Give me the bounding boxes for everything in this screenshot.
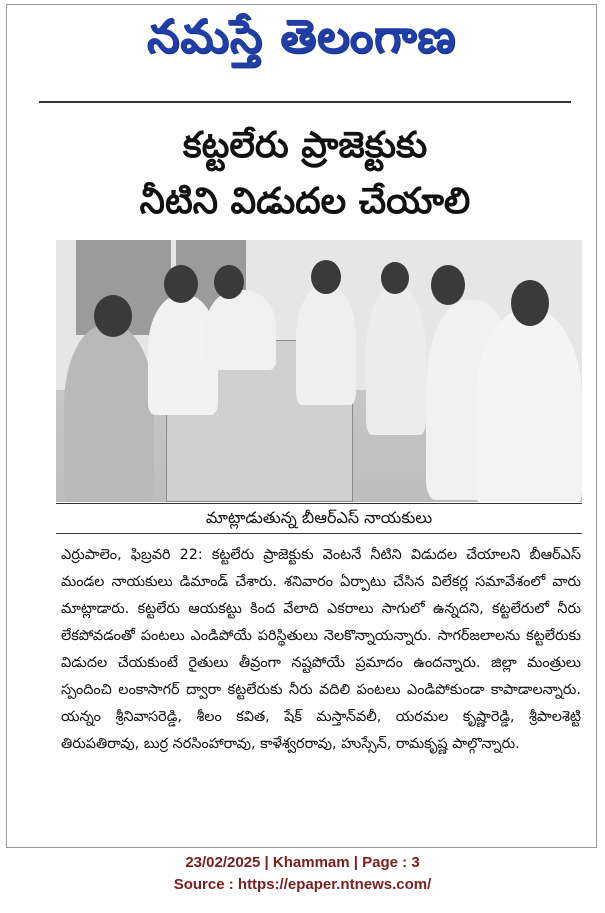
photo-person bbox=[64, 325, 154, 502]
photo-person bbox=[366, 285, 426, 435]
photo-person-head bbox=[94, 295, 132, 337]
footer-date-edition: 23/02/2025 | Khammam | Page : 3 bbox=[185, 854, 420, 871]
photo-person-head bbox=[311, 260, 341, 294]
clipping-frame bbox=[6, 4, 597, 848]
footer-source: Source : https://epaper.ntnews.com/ bbox=[173, 876, 432, 893]
headline-line-2: నీటిని విడుదల చేయాలి bbox=[139, 181, 471, 222]
photo-person-head bbox=[511, 280, 549, 326]
masthead-divider bbox=[39, 101, 571, 103]
photo-person bbox=[206, 290, 276, 370]
photo-caption: మాట్లాడుతున్న బీఆర్ఎస్ నాయకులు bbox=[205, 508, 433, 527]
photo-person-head bbox=[164, 265, 198, 303]
photo-person-head bbox=[214, 265, 244, 299]
photo-person-head bbox=[381, 262, 409, 294]
photo-person bbox=[476, 310, 582, 502]
caption-rule-top bbox=[56, 503, 582, 504]
caption-rule-bottom bbox=[56, 533, 582, 534]
photo-person-head bbox=[431, 265, 465, 305]
newspaper-masthead: నమస్తే తెలంగాణ bbox=[146, 9, 457, 63]
news-photo bbox=[56, 240, 582, 502]
photo-person bbox=[296, 285, 356, 405]
article-body: ఎర్రుపాలెం, ఫిబ్రవరి 22: కట్టలేరు ప్రాజెక్టుకు వెంటనే నీటిని విడుదల చేయాలని బీఆర్ఎస్ మండల నాయకులు డిమాండ్ చేశారు. శనివారం ఏర్పాటు చేసిన విలేకర్ల సమావేశంలో వారు మాట్లాడారు. కట్టలేరు ఆయకట్టు కింద వేలాది ఎకరాలు సాగులో ఉన్నదని, కట్టలేరులో నీరు లేకపోవడంతో పంటలు ఎండిపోయే పరిస్థితులు నెలకొన్నాయన్నారు. సాగర్‌జలాలను కట్టలేరుకు విడుదల చేయకుంటే రైతులు తీవ్రంగా నష్టపోయే ప్రమాదం ఉందన్నారు. జిల్లా మంత్రులు స్పందించి లంకాసాగర్ ద్వారా కట్టలేరుకు నీరు వదిలి పంటలు ఎండిపోకుండా కాపాడాలన్నారు. యన్నం శ్రీనివాసరెడ్డి, శీలం కవిత, షేక్ మస్తాన్‌వలీ, యరమల కృష్ణారెడ్డి, శ్రీపాలశెట్టి తిరుపతిరావు, బుర్ర నరసింహారావు, కాళేశ్వరరావు, హుస్సేన్, రామకృష్ణ పాల్గొన్నారు. bbox=[61, 547, 581, 752]
headline-line-1: కట్టలేరు ప్రాజెక్టుకు bbox=[182, 125, 428, 166]
